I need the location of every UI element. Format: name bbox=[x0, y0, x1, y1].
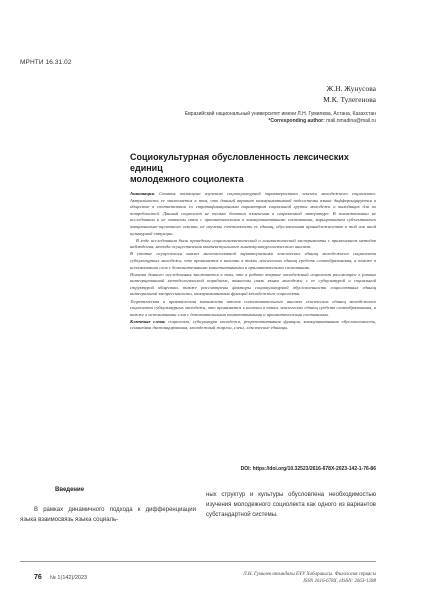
doi-link[interactable]: DOI: https://doi.org/10.32523/2616-678X-2023-142-1-76-86 bbox=[240, 466, 376, 472]
affiliation-line: Евразийский национальный университет имени Л.Н. Гумилева, Астана, Казахстан bbox=[184, 111, 376, 117]
abstract-paragraph bbox=[130, 191, 376, 237]
footer-divider bbox=[20, 561, 376, 562]
abstract-paragraph: Новизна данного исследования заключается в том, что в работе впервые молодежный социолект рассмотрен в разных интегрированной методологической парадигме, выявлены связь языка молодежи с ее субкультурой и социальной структурой общества, также рассмотрены факторы социокультурной обусловленности социолектных единиц интегральной экспрессивности, коммуникативных функций молодежного социолекта. bbox=[130, 271, 376, 297]
issue-number: № 1(142)/2023 bbox=[50, 575, 88, 581]
corresponding-label: *Corresponding author: bbox=[268, 118, 325, 124]
page-number: 76 bbox=[34, 574, 42, 581]
abstract-label: Аннотация. bbox=[130, 191, 155, 196]
abstract-text: Статья посвящена изучению социокультурной характеристики лексики молодежного социолекта. Актуальность ее заключается в том, что данный вариант коммуникативной подсистемы языка дифференцируется в обществе в соответствии со стратификационным параметром социальной группы молодежи и выходящих для их потребностей. Данный социолект не только денотно изменения в современной литературе. В заимствовании не исследованы и не охвачены связи с прагматическими и коммуникативными составными, варьированием субъективного эмоционально-оценочного лексики, не изучены сочетаемость ее единиц, обусловленная принадлежностью к той или иной культурной ситуации. bbox=[130, 191, 376, 236]
abstract-paragraph: В ходе исследования были проведены социолингвистический и лингвистический эксперименты с применением методов наблюдения, метода осуществления контекстуального лингвокультурологического анализа. bbox=[130, 237, 376, 250]
authors-block bbox=[323, 83, 376, 105]
abstract-paragraph: В статье осуществлен анализ многоаспектной характеристики лексических единиц молодежного социолекта субкультурных молодежи, что проявляется в наличии в таких лексических единиц средств словообразования, а также в использовании слов с дополнительными коннотативными и прагматическими составными. bbox=[130, 251, 376, 270]
title-line: молодежного социолекта bbox=[130, 174, 244, 184]
body-text: В рамках динамичного подхода к дифференциации языка взаимосвязь языка социаль- bbox=[20, 507, 196, 523]
journal-name: Л.Н. Гумилев атындағы ЕҰУ Хабаршысы. Филология сериясы bbox=[243, 572, 376, 577]
abstract-block bbox=[130, 191, 376, 332]
author-name: М.К. Тулегенова bbox=[323, 95, 376, 104]
article-title bbox=[130, 152, 370, 185]
mrnti-code: МРНТИ 16.31.02 bbox=[20, 59, 72, 66]
corresponding-author bbox=[185, 118, 376, 125]
keywords-paragraph bbox=[130, 319, 376, 332]
abstract-paragraph: Теоретическая и практическая значимость итогов сопоставительного анализа лексических единиц молодежного социолекта субкультурных молодежи, что проявляется в наличии в таких лексических единиц средств словообразования, а также в использовании слов с дополнительными коннотативными и прагматическими составными. bbox=[130, 298, 376, 317]
left-column bbox=[20, 487, 196, 525]
section-heading: Введение bbox=[55, 487, 85, 493]
affiliation-block bbox=[185, 111, 376, 125]
title-line: Социокультурная обусловленность лексических единиц bbox=[130, 152, 349, 173]
keywords-text: социолект, субкультура молодежи, репрезентативная функция, коммуникативная обусловленность, семантика дистанцирования, молодежный жаргон, сленг, лексические единицы. bbox=[130, 318, 376, 331]
corresponding-email[interactable]: mail.nmadina@mail.ru bbox=[326, 118, 376, 124]
author-name: Ж.Н. Жунусова bbox=[326, 84, 376, 93]
right-column-text: ных структур и культуры обусловлена необходимостью изучения молодежного социолекта как одного из вариантов субстандартной системы. bbox=[206, 492, 376, 518]
journal-info bbox=[243, 571, 376, 585]
keywords-label: Ключевые слова: bbox=[130, 318, 166, 324]
journal-issn: ISSN 2616-678X, eISSN: 2663-1288 bbox=[303, 579, 376, 584]
